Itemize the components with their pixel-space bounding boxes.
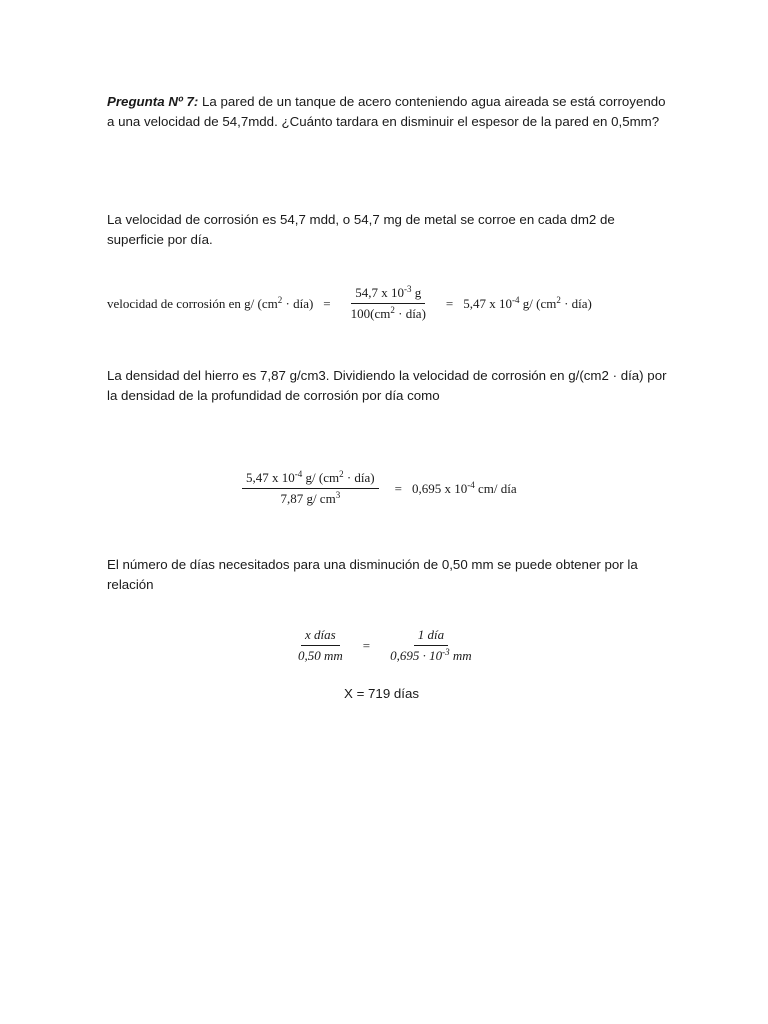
- paragraph-density: La densidad del hierro es 7,87 g/cm3. Dividiendo la velocidad de corrosión en g/(cm2 · día) por la densidad de la profundidad de corrosión por día como: [107, 368, 667, 403]
- equation-corrosion-rate: [107, 285, 592, 322]
- question-text: La pared de un tanque de acero conteniendo agua aireada se está corroyendo a una velocidad de 54,7mdd. ¿Cuánto tardara en disminuir el espesor de la pared en 0,5mm?: [107, 94, 666, 129]
- eq1-equals-1: =: [323, 295, 331, 311]
- eq3-left-fraction: [294, 627, 347, 664]
- question-label: Pregunta Nº 7:: [107, 94, 199, 109]
- eq2-equals: =: [394, 480, 402, 496]
- eq3-right-numerator: 1 día: [414, 627, 448, 646]
- eq2-numerator: 5,47 x $10^{-4}$ g/ ($cm^2$ · día): [242, 470, 379, 489]
- eq1-denominator: $100(cm^2$ · día): [350, 305, 426, 321]
- eq2-rhs: 0,695 x $10^{-4}$ cm/ día: [411, 479, 517, 496]
- result-days: X = 719 días: [344, 686, 420, 701]
- question-paragraph: [107, 92, 667, 132]
- equation-depth-per-day: [236, 470, 517, 507]
- eq3-right-fraction: [386, 627, 476, 664]
- eq2-denominator: 7,87 g/ $cm^3$: [280, 490, 341, 506]
- paragraph-days-relation: El número de días necesitados para una disminución de 0,50 mm se puede obtener por la relación: [107, 557, 638, 592]
- eq3-left-denominator: 0,50 mm: [298, 648, 343, 663]
- paragraph-corrosion-rate: La velocidad de corrosión es 54,7 mdd, o 54,7 mg de metal se corroe en cada dm2 de superficie por día.: [107, 212, 615, 247]
- eq3-right-denominator: $0,695 \cdot 10^{-3}$ mm: [390, 647, 472, 663]
- eq1-lhs: velocidad de corrosión en g/ ($cm^2$ · día): [107, 294, 314, 311]
- eq3-left-numerator: x días: [301, 627, 340, 646]
- eq1-numerator: 54,7 x $10^{-3}$ g: [351, 285, 425, 304]
- eq2-fraction: [242, 470, 379, 507]
- eq1-equals-2: =: [445, 295, 454, 311]
- eq1-fraction: [347, 285, 430, 322]
- eq3-equals: =: [362, 637, 371, 653]
- eq1-rhs: 5,47 x $10^{-4}$ g/ ($cm^2$ · día): [463, 294, 592, 311]
- equation-days: [288, 627, 482, 664]
